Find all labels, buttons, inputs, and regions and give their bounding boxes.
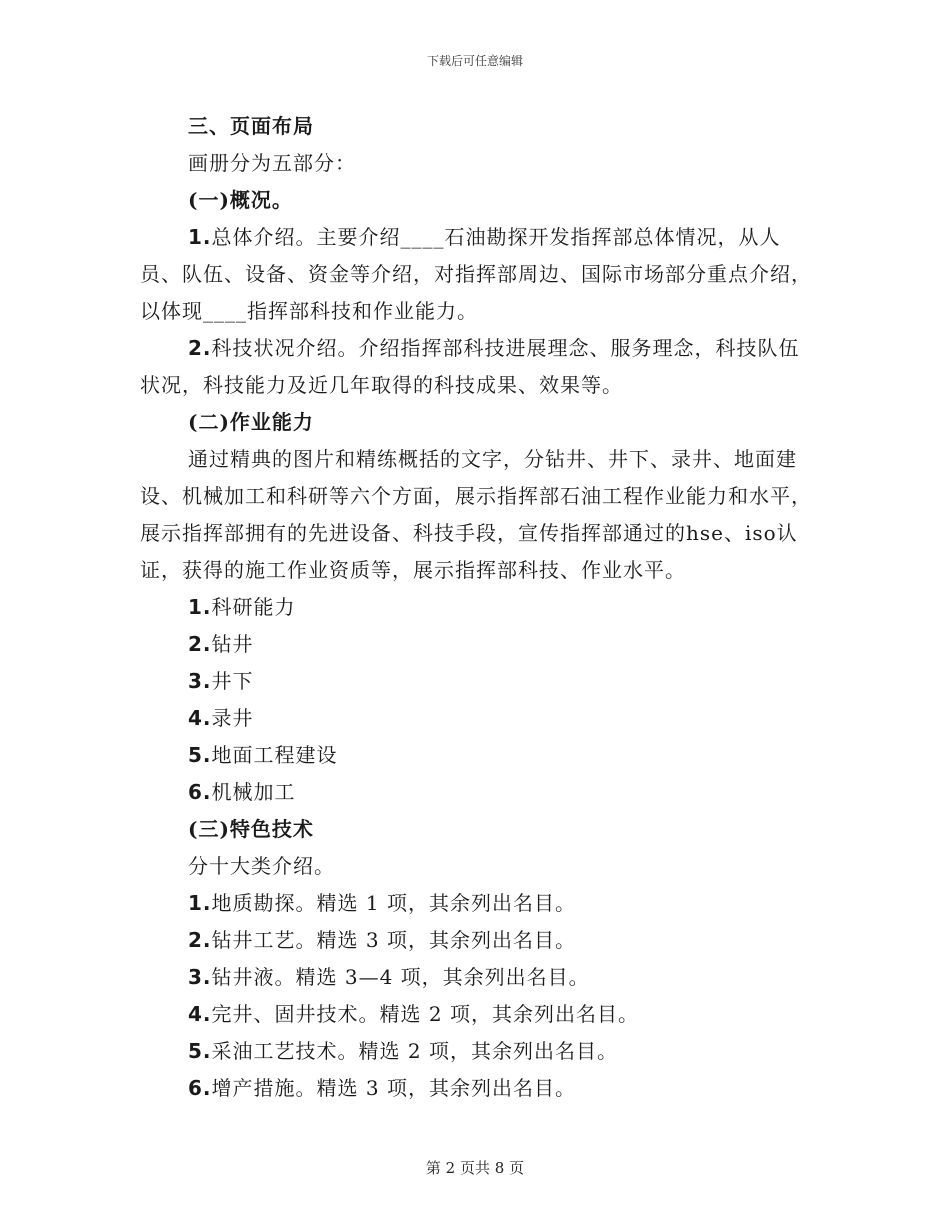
list-text: 钻井	[211, 632, 254, 656]
list-number: 1.	[188, 595, 212, 619]
list-item	[140, 774, 812, 811]
list-item	[140, 663, 812, 700]
paragraph: 画册分为五部分：	[188, 151, 356, 175]
list-number: 3.	[188, 669, 212, 693]
list-text: 地面工程建设	[211, 743, 338, 767]
list-number: 2.	[188, 336, 212, 360]
list-text: 科技状况介绍。介绍指挥部科技进展理念、服务理念，科技队伍状况，科技能力及近几年取得的科技成果、效果等。	[140, 336, 800, 397]
subsection-heading: (二)作业能力	[188, 410, 314, 434]
list-item	[140, 885, 812, 922]
list-item	[140, 626, 812, 663]
list-text: 采油工艺技术。精选 2 项，其余列出名目。	[211, 1039, 618, 1063]
page-header: 下载后可任意编辑	[426, 54, 523, 68]
list-text: 机械加工	[211, 780, 296, 804]
list-number: 6.	[188, 1076, 212, 1100]
list-number: 2.	[188, 928, 212, 952]
list-number: 2.	[188, 632, 212, 656]
list-item	[140, 330, 812, 404]
page-footer: 第 2 页共 8 页	[425, 1159, 525, 1177]
list-number: 1.	[188, 891, 212, 915]
list-item	[140, 589, 812, 626]
list-item	[140, 959, 812, 996]
list-number: 5.	[188, 743, 212, 767]
list-item	[140, 1070, 812, 1107]
list-number: 1.	[188, 225, 212, 249]
list-item	[140, 1033, 812, 1070]
list-number: 4.	[188, 1002, 212, 1026]
list-text: 钻井工艺。精选 3 项，其余列出名目。	[211, 928, 576, 952]
list-text: 地质勘探。精选 1 项，其余列出名目。	[211, 891, 576, 915]
list-item	[140, 219, 812, 330]
list-number: 4.	[188, 706, 212, 730]
list-text: 科研能力	[211, 595, 296, 619]
subsection-heading: (一)概况。	[188, 188, 293, 212]
list-text: 井下	[211, 669, 254, 693]
list-number: 3.	[188, 965, 212, 989]
subsection-heading: (三)特色技术	[188, 817, 314, 841]
list-text: 增产措施。精选 3 项，其余列出名目。	[211, 1076, 576, 1100]
list-item	[140, 737, 812, 774]
paragraph: 分十大类介绍。	[188, 854, 335, 878]
list-number: 6.	[188, 780, 212, 804]
list-item	[140, 996, 812, 1033]
list-text: 录井	[211, 706, 254, 730]
list-number: 5.	[188, 1039, 212, 1063]
list-text: 完井、固井技术。精选 2 项，其余列出名目。	[211, 1002, 639, 1026]
document-body	[140, 108, 812, 1107]
list-text: 钻井液。精选 3—4 项，其余列出名目。	[211, 965, 590, 989]
list-text: 总体介绍。主要介绍____石油勘探开发指挥部总体情况，从人员、队伍、设备、资金等介绍，对指挥部周边、国际市场部分重点介绍，以体现____指挥部科技和作业能力。	[140, 225, 812, 323]
paragraph: 通过精典的图片和精练概括的文字，分钻井、井下、录井、地面建设、机械加工和科研等六个方面，展示指挥部石油工程作业能力和水平，展示指挥部拥有的先进设备、科技手段，宣传指挥部通过的hse、iso认证，获得的施工作业资质等，展示指挥部科技、作业水平。	[140, 447, 812, 582]
list-item	[140, 700, 812, 737]
list-item	[140, 922, 812, 959]
section-heading: 三、页面布局	[188, 114, 314, 138]
